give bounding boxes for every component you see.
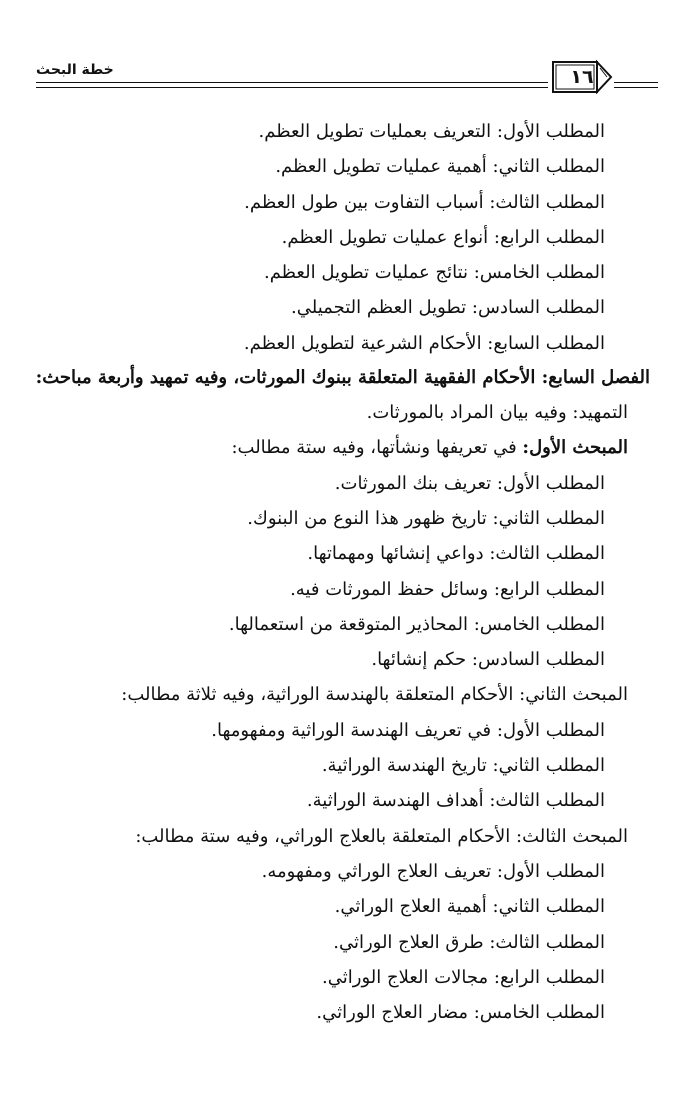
toc-line-text: مجالات العلاج الوراثي. (322, 966, 494, 988)
toc-line (30, 149, 650, 184)
toc-line (30, 713, 650, 748)
toc-line-text: الأحكام الفقهية المتعلقة ببنوك المورثات، وفيه تمهيد وأربعة مباحث: (35, 367, 542, 389)
toc-line-text: أهمية العلاج الوراثي. (334, 896, 493, 918)
toc-line (30, 326, 650, 361)
toc-line (30, 748, 650, 783)
toc-line-text: المحاذير المتوقعة من استعمالها. (228, 613, 474, 635)
header-rule (36, 82, 548, 83)
toc-line (30, 677, 650, 712)
toc-line (30, 290, 650, 325)
toc-line-text: أهداف الهندسة الوراثية. (306, 790, 490, 812)
toc-line-text: وسائل حفظ المورثات فيه. (290, 578, 494, 600)
toc-line-label: المطلب الرابع: (493, 578, 605, 600)
toc-line-text: تعريف العلاج الوراثي ومفهومه. (261, 860, 497, 882)
toc-line (30, 889, 650, 924)
toc-line (30, 220, 650, 255)
toc-line-text: طرق العلاج الوراثي. (333, 931, 490, 953)
toc-line-text: الأحكام المتعلقة بالهندسة الوراثية، وفيه ثلاثة مطالب: (121, 684, 520, 706)
toc-line-text: حكم إنشائها. (371, 649, 472, 671)
toc-line-label: المطلب الرابع: (493, 966, 605, 988)
running-title: خطة البحث (36, 62, 114, 78)
toc-line-text: في تعريفها ونشأتها، وفيه ستة مطالب: (231, 437, 523, 459)
toc-line-label: المبحث الثاني: (519, 684, 628, 706)
toc-line-text: التعريف بعمليات تطويل العظم. (258, 121, 497, 142)
toc-line-label: المطلب الثاني: (492, 896, 605, 918)
toc-line-label: المبحث الثالث: (516, 825, 628, 847)
toc-line-label: الفصل السابع: (541, 367, 650, 389)
toc-line-label: المطلب السادس: (471, 297, 605, 319)
toc-line (30, 185, 650, 220)
page-number: ١٦ (570, 66, 594, 88)
toc-line (30, 361, 650, 395)
toc-line-label: المطلب السادس: (471, 649, 605, 671)
toc-line (30, 466, 650, 501)
toc-line-label: التمهيد: (572, 402, 628, 424)
toc-line-label: المطلب الأول: (496, 860, 605, 882)
toc-line-text: أنواع عمليات تطويل العظم. (281, 226, 494, 248)
toc-line-text: مضار العلاج الوراثي. (316, 1002, 474, 1024)
toc-line (30, 607, 650, 642)
toc-line-text: الأحكام الشرعية لتطويل العظم. (243, 332, 488, 354)
toc-line-text: تاريخ ظهور هذا النوع من البنوك. (247, 507, 493, 529)
toc-line (30, 995, 650, 1030)
toc-line (30, 430, 650, 465)
toc-line-label: المطلب الرابع: (493, 226, 605, 248)
toc-line-text: تاريخ الهندسة الوراثية. (321, 755, 493, 777)
header-rule (36, 87, 548, 88)
toc-line-label: المطلب الأول: (496, 121, 605, 142)
toc-line-text: دواعي إنشائها ومهماتها. (307, 543, 490, 565)
toc-line-label: المطلب الخامس: (473, 262, 605, 284)
toc-line-label: المبحث الأول: (522, 437, 628, 459)
toc-line-text: في تعريف الهندسة الوراثية ومفهومها. (211, 719, 497, 741)
toc-line-label: المطلب الثالث: (489, 931, 605, 953)
toc-line-label: المطلب الخامس: (473, 1002, 605, 1024)
page-header (36, 56, 658, 96)
toc-line-label: المطلب الثالث: (489, 790, 605, 812)
toc-line (30, 395, 650, 430)
toc-line-text: أسباب التفاوت بين طول العظم. (244, 191, 490, 213)
toc-line-text: نتائج عمليات تطويل العظم. (263, 262, 474, 284)
toc-line (30, 572, 650, 607)
toc-line (30, 960, 650, 995)
toc-line (30, 642, 650, 677)
toc-line-text: أهمية عمليات تطويل العظم. (275, 156, 493, 178)
toc-line (30, 819, 650, 854)
toc-line-label: المطلب الثاني: (492, 507, 605, 529)
toc-line-text: الأحكام المتعلقة بالعلاج الوراثي، وفيه ستة مطالب: (135, 825, 517, 847)
toc-line-text: تعريف بنك المورثات. (334, 472, 497, 494)
toc-line-text: وفيه بيان المراد بالمورثات. (366, 402, 573, 424)
table-of-contents (30, 114, 650, 1030)
toc-line-label: المطلب الثالث: (489, 191, 605, 213)
header-rule (614, 82, 658, 83)
toc-line-label: المطلب الثاني: (492, 755, 605, 777)
toc-line (30, 501, 650, 536)
toc-line-label: المطلب الثالث: (489, 543, 605, 565)
toc-line (30, 255, 650, 290)
page-number-box (551, 60, 613, 94)
toc-line-label: المطلب الأول: (496, 719, 605, 741)
toc-line-label: المطلب الأول: (496, 472, 605, 494)
toc-line-label: المطلب الخامس: (473, 613, 605, 635)
toc-line-label: المطلب الثاني: (492, 156, 605, 178)
toc-line (30, 925, 650, 960)
toc-line (30, 783, 650, 818)
toc-line (30, 854, 650, 889)
header-rule (614, 87, 658, 88)
toc-line-label: المطلب السابع: (487, 332, 605, 354)
toc-line (30, 114, 650, 149)
toc-line-text: تطويل العظم التجميلي. (291, 297, 472, 319)
toc-line (30, 536, 650, 571)
